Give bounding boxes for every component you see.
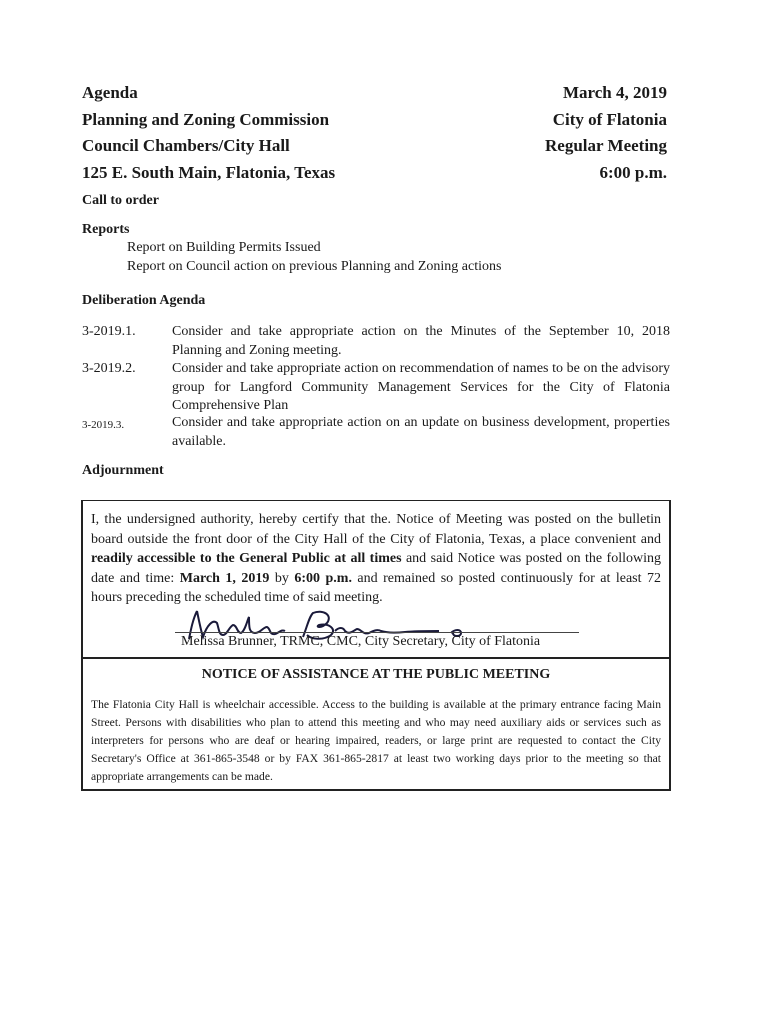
agenda-item [82, 414, 670, 451]
agenda-item-number: 3-2019.3. [82, 419, 125, 431]
cert-text-part: and remained so posted continuously for at least 72 hours preceding the scheduled time of said meeting. [91, 570, 661, 605]
address: 125 E. South Main, Flatonia, Texas [82, 162, 336, 182]
certification-text [91, 510, 661, 608]
agenda-item-text: Consider and take appropriate action on the Minutes of the September 10, 2018 Planning and Zoning meeting. [172, 324, 670, 358]
call-to-order-heading: Call to order [82, 193, 159, 208]
agenda-item [82, 360, 670, 416]
notice-title: NOTICE OF ASSISTANCE AT THE PUBLIC MEETING [201, 667, 551, 682]
meeting-time: 6:00 p.m. [599, 162, 667, 182]
cert-text-part: I, the undersigned authority, hereby certify that the. Notice of Meeting was posted on the bulletin board outside the front door of the City Hall of the City of Flatonia, Texas, a place convenient and [91, 512, 661, 547]
meeting-type: Regular Meeting [545, 136, 667, 155]
report-item: Report on Council action on previous Planning and Zoning actions [127, 259, 502, 274]
posting-date: March 1, 2019 [179, 570, 270, 586]
agenda-item-text: Consider and take appropriate action on an update on business development, properties available. [172, 415, 670, 449]
agenda-item-text: Consider and take appropriate action on recommendation of names to be on the advisory group for Langford Community Management Services for the City of Flatonia Comprehensive Plan [172, 361, 670, 413]
city-name: City of Flatonia [552, 109, 667, 129]
location: Council Chambers/City Hall [82, 136, 290, 155]
header-right [545, 80, 667, 186]
cert-emphasis: readily accessible to the General Public at all times [91, 551, 402, 566]
agenda-item-number: 3-2019.2. [82, 361, 136, 376]
commission-name: Planning and Zoning Commission [82, 109, 330, 129]
agenda-item [82, 323, 670, 360]
cert-text-part: by [269, 570, 295, 586]
meeting-date: March 4, 2019 [562, 83, 667, 102]
header-left [82, 80, 335, 186]
cert-text-part: and said Notice was posted on the following date and time: [91, 551, 661, 586]
agenda-item-number: 3-2019.1. [82, 324, 136, 339]
deliberation-heading: Deliberation Agenda [82, 293, 206, 308]
signature-line [175, 632, 579, 633]
doc-title: Agenda [82, 83, 138, 102]
report-item: Report on Building Permits Issued [127, 240, 321, 255]
notice-box [81, 657, 671, 791]
reports-heading: Reports [82, 222, 130, 237]
signer-name: Melissa Brunner, TRMC, CMC, City Secretary, City of Flatonia [181, 634, 541, 649]
posting-time: 6:00 p.m. [294, 570, 352, 586]
notice-body: The Flatonia City Hall is wheelchair accessible. Access to the building is available at the primary entrance facing Main Street. Persons with disabilities who plan to attend this meeting and who may need auxiliary aids or services such as interpreters for persons who are deaf or hearing impaired, readers, or large print are requested to contact the City Secretary's Office at 361-865-3548 or by FAX 361-865-2817 at least two working days prior to the meeting so that appropriate arrangements can be made. [91, 698, 661, 783]
adjournment-heading: Adjournment [82, 463, 164, 478]
certification-box [81, 500, 671, 657]
